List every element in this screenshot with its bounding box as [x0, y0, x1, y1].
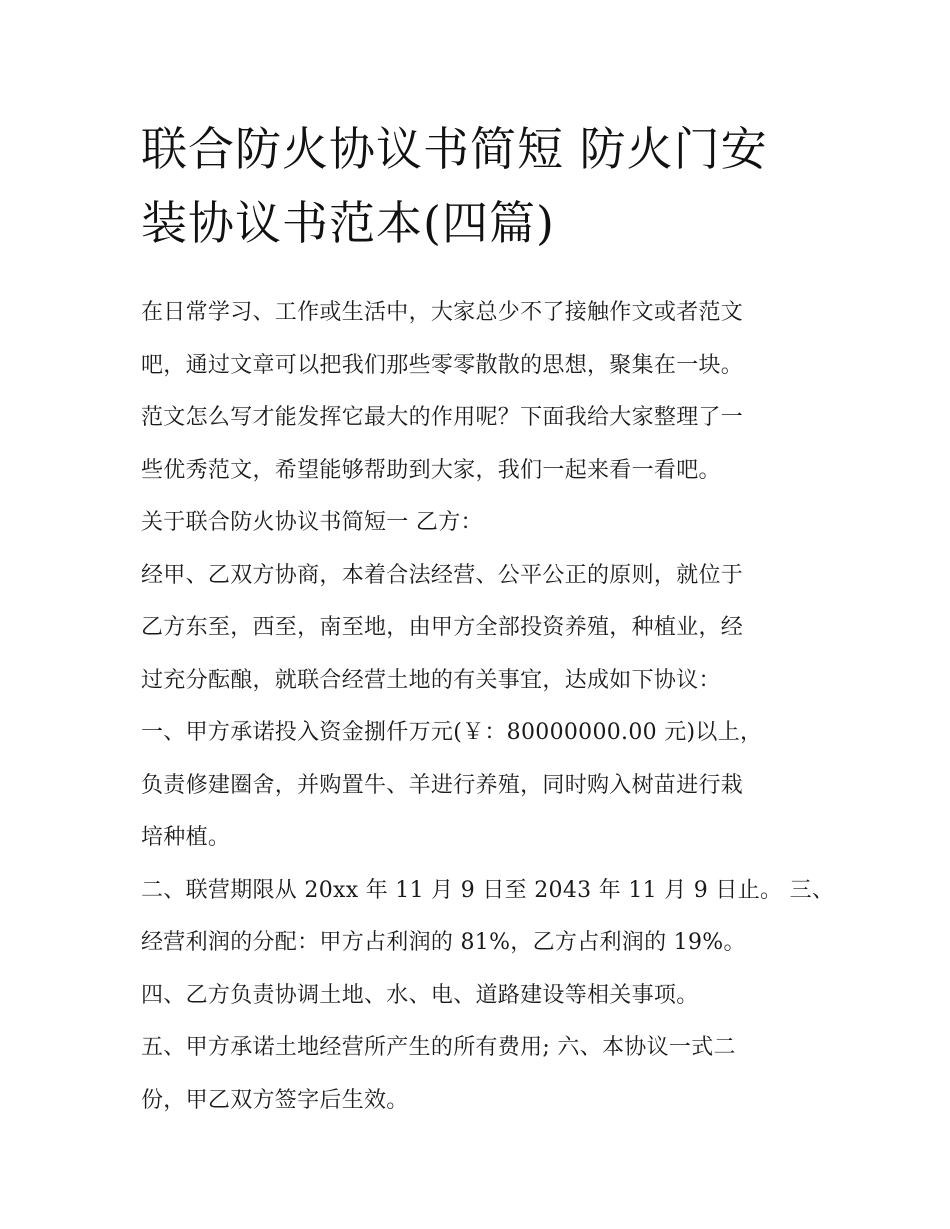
clause-6-line: 份，甲乙双方签字后生效。: [141, 1087, 409, 1113]
section-heading: 关于联合防火协议书简短一 乙方：: [141, 510, 483, 535]
document-title: [141, 112, 812, 260]
clause-1-line-3: 培种植。: [141, 825, 231, 850]
body-line-4: 些优秀范文，希望能够帮助到大家，我们一起来看一看吧。: [141, 457, 721, 483]
clause-5-line: 五、甲方承诺土地经营所产生的所有费用; 六、本协议一式二: [141, 1035, 736, 1060]
body-line-7: 乙方东至，西至，南至地，由甲方全部投资养殖，种植业，经: [141, 615, 744, 640]
clause-4-line: 四、乙方负责协调土地、水、电、道路建设等相关事项。: [141, 982, 699, 1008]
body-line-1: 在日常学习、工作或生活中，大家总少不了接触作文或者范文: [141, 300, 744, 325]
body-line-6: 经甲、乙双方协商，本着合法经营、公平公正的原则，就位于: [141, 562, 744, 588]
clause-3-line: 经营利润的分配：甲方占利润的 81%，乙方占利润的 19%。: [141, 930, 746, 955]
clause-1-line-1: 一、甲方承诺投入资金捌仟万元(￥：80000000.00 元)以上，: [141, 720, 763, 745]
clause-2-line: 二、联营期限从 20xx 年 11 月 9 日至 2043 年 11 月 9 日止。 三、: [141, 877, 835, 903]
document-title-line-1: 联合防火协议书简短 防火门安: [141, 122, 768, 176]
body-line-2: 吧，通过文章可以把我们那些零零散散的思想，聚集在一块。: [141, 352, 744, 378]
document-title-line-2: 装协议书范本(四篇): [141, 196, 555, 250]
document-body: [141, 287, 835, 1127]
body-line-3: 范文怎么写才能发挥它最大的作用呢？下面我给大家整理了一: [141, 405, 744, 430]
clause-1-line-2: 负责修建圈舍，并购置牛、羊进行养殖，同时购入树苗进行栽: [141, 772, 744, 798]
body-line-8: 过充分酝酿，就联合经营土地的有关事宜，达成如下协议：: [141, 667, 721, 693]
